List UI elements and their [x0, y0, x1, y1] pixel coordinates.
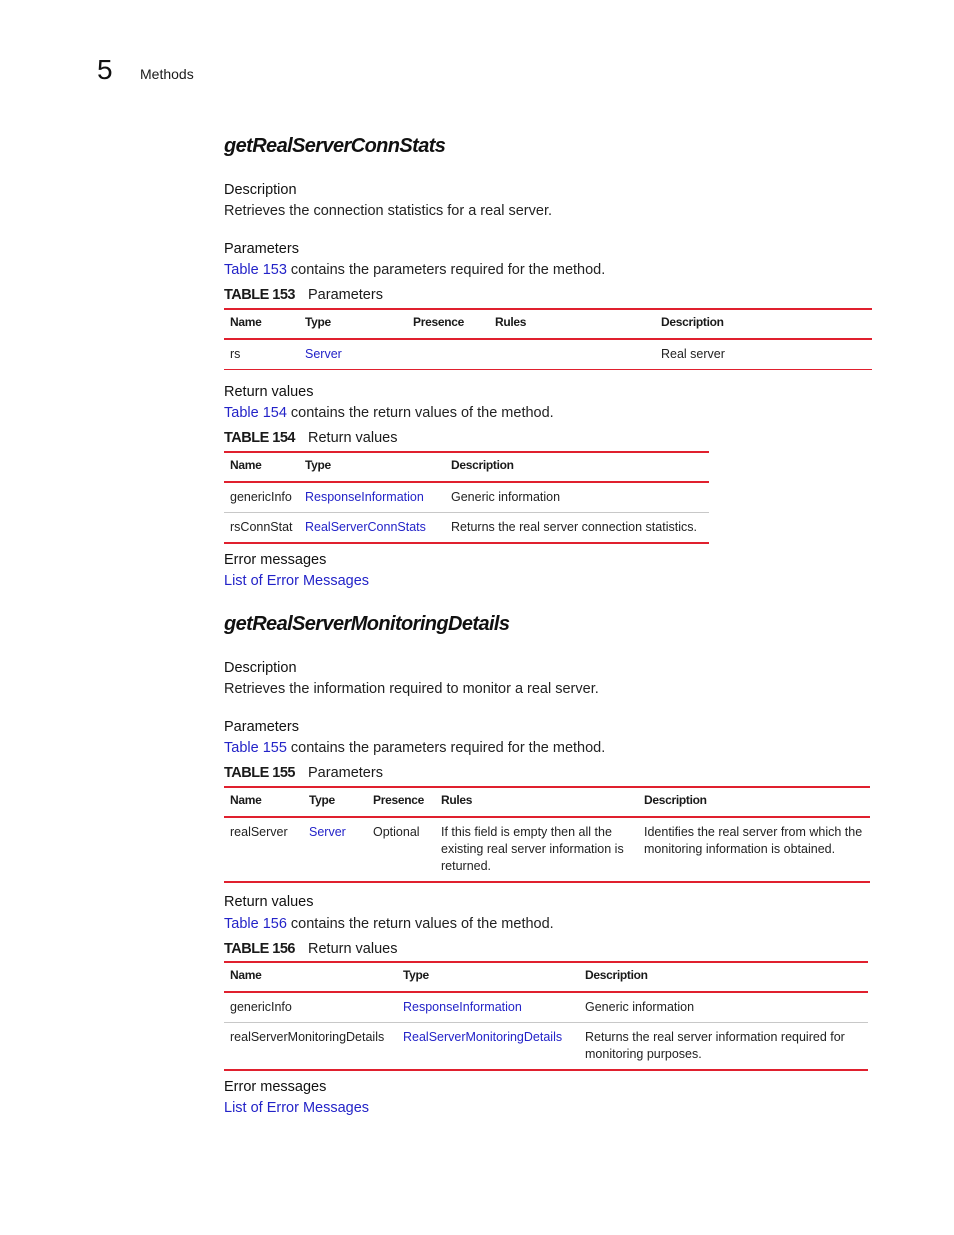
cell-description: Returns the real server information required for monitoring purposes. [579, 1023, 868, 1071]
table-row [224, 992, 868, 1023]
return-values-heading: Return values [224, 894, 314, 910]
return-intro-text: contains the return values of the method. [286, 405, 554, 421]
cell-type-link[interactable]: RealServerConnStats [299, 513, 445, 544]
column-header: Rules [435, 787, 638, 817]
parameters-heading: Parameters [224, 719, 299, 735]
description-heading: Description [224, 660, 297, 676]
cell-type-link[interactable]: RealServerMonitoringDetails [397, 1023, 579, 1071]
table-156-link[interactable]: Table 156 [224, 916, 287, 932]
cell-name: rs [224, 339, 299, 370]
cell-description: Identifies the real server from which the monitoring information is obtained. [638, 817, 870, 882]
cell-type-link[interactable]: Server [299, 339, 407, 370]
table-row [224, 513, 709, 544]
return-intro-text: contains the return values of the method. [286, 916, 554, 932]
column-header: Name [224, 962, 397, 992]
parameters-intro [224, 261, 605, 279]
description-heading: Description [224, 182, 297, 198]
cell-name: genericInfo [224, 482, 299, 513]
error-messages-link[interactable]: List of Error Messages [224, 573, 370, 589]
return-values-table [224, 451, 709, 544]
table-row [224, 1023, 868, 1071]
description-text: Retrieves the information required to monitor a real server. [224, 681, 599, 697]
cell-rules: If this field is empty then all the existing real server information is returned. [435, 817, 638, 882]
error-messages-heading: Error messages [224, 1079, 327, 1095]
error-messages-link[interactable]: List of Error Messages [224, 1100, 370, 1116]
cell-description: Real server [655, 339, 872, 370]
method-title: getRealServerMonitoringDetails [224, 613, 510, 635]
parameters-heading: Parameters [224, 241, 299, 257]
chapter-name: Methods [140, 66, 194, 82]
table-label: TABLE 155 [224, 765, 295, 781]
table-label: TABLE 153 [224, 287, 295, 303]
cell-rules [489, 339, 655, 370]
table-header-row [224, 452, 709, 482]
table-header-row [224, 962, 868, 992]
cell-name: genericInfo [224, 992, 397, 1023]
table-caption-text: Parameters [308, 287, 383, 303]
table-caption-text: Return values [308, 941, 398, 957]
column-header: Name [224, 309, 299, 339]
table-caption-text: Parameters [308, 765, 383, 781]
table-caption [224, 940, 397, 958]
return-values-intro [224, 404, 554, 422]
table-153-link[interactable]: Table 153 [224, 262, 287, 278]
column-header: Description [445, 452, 709, 482]
cell-type-link[interactable]: ResponseInformation [397, 992, 579, 1023]
parameters-table [224, 308, 872, 370]
error-messages-heading: Error messages [224, 552, 327, 568]
cell-presence: Optional [367, 817, 435, 882]
column-header: Name [224, 452, 299, 482]
parameters-table [224, 786, 870, 883]
table-caption [224, 764, 383, 782]
column-header: Presence [367, 787, 435, 817]
column-header: Description [638, 787, 870, 817]
parameters-intro-text: contains the parameters required for the method. [286, 740, 606, 756]
return-values-heading: Return values [224, 384, 314, 400]
column-header: Type [397, 962, 579, 992]
cell-description: Generic information [445, 482, 709, 513]
table-caption [224, 429, 397, 447]
column-header: Type [303, 787, 367, 817]
table-caption [224, 286, 383, 304]
description-text: Retrieves the connection statistics for a real server. [224, 203, 553, 219]
table-label: TABLE 156 [224, 941, 295, 957]
column-header: Rules [489, 309, 655, 339]
error-messages-link-wrap [224, 1099, 369, 1117]
cell-presence [407, 339, 489, 370]
column-header: Type [299, 309, 407, 339]
cell-name: realServer [224, 817, 303, 882]
column-header: Description [579, 962, 868, 992]
return-values-intro [224, 915, 554, 933]
table-row [224, 817, 870, 882]
cell-name: rsConnStat [224, 513, 299, 544]
cell-type-link[interactable]: Server [303, 817, 367, 882]
table-row [224, 482, 709, 513]
return-values-table [224, 961, 868, 1071]
parameters-intro-text: contains the parameters required for the method. [286, 262, 606, 278]
column-header: Type [299, 452, 445, 482]
method-title: getRealServerConnStats [224, 135, 446, 157]
table-label: TABLE 154 [224, 430, 295, 446]
table-caption-text: Return values [308, 430, 398, 446]
column-header: Name [224, 787, 303, 817]
table-154-link[interactable]: Table 154 [224, 405, 287, 421]
column-header: Description [655, 309, 872, 339]
table-header-row [224, 787, 870, 817]
chapter-number: 5 [97, 54, 113, 85]
table-row [224, 339, 872, 370]
cell-type-link[interactable]: ResponseInformation [299, 482, 445, 513]
column-header: Presence [407, 309, 489, 339]
parameters-intro [224, 739, 605, 757]
cell-description: Returns the real server connection statistics. [445, 513, 709, 544]
table-header-row [224, 309, 872, 339]
cell-name: realServerMonitoringDetails [224, 1023, 397, 1071]
error-messages-link-wrap [224, 572, 369, 590]
table-155-link[interactable]: Table 155 [224, 740, 287, 756]
cell-description: Generic information [579, 992, 868, 1023]
